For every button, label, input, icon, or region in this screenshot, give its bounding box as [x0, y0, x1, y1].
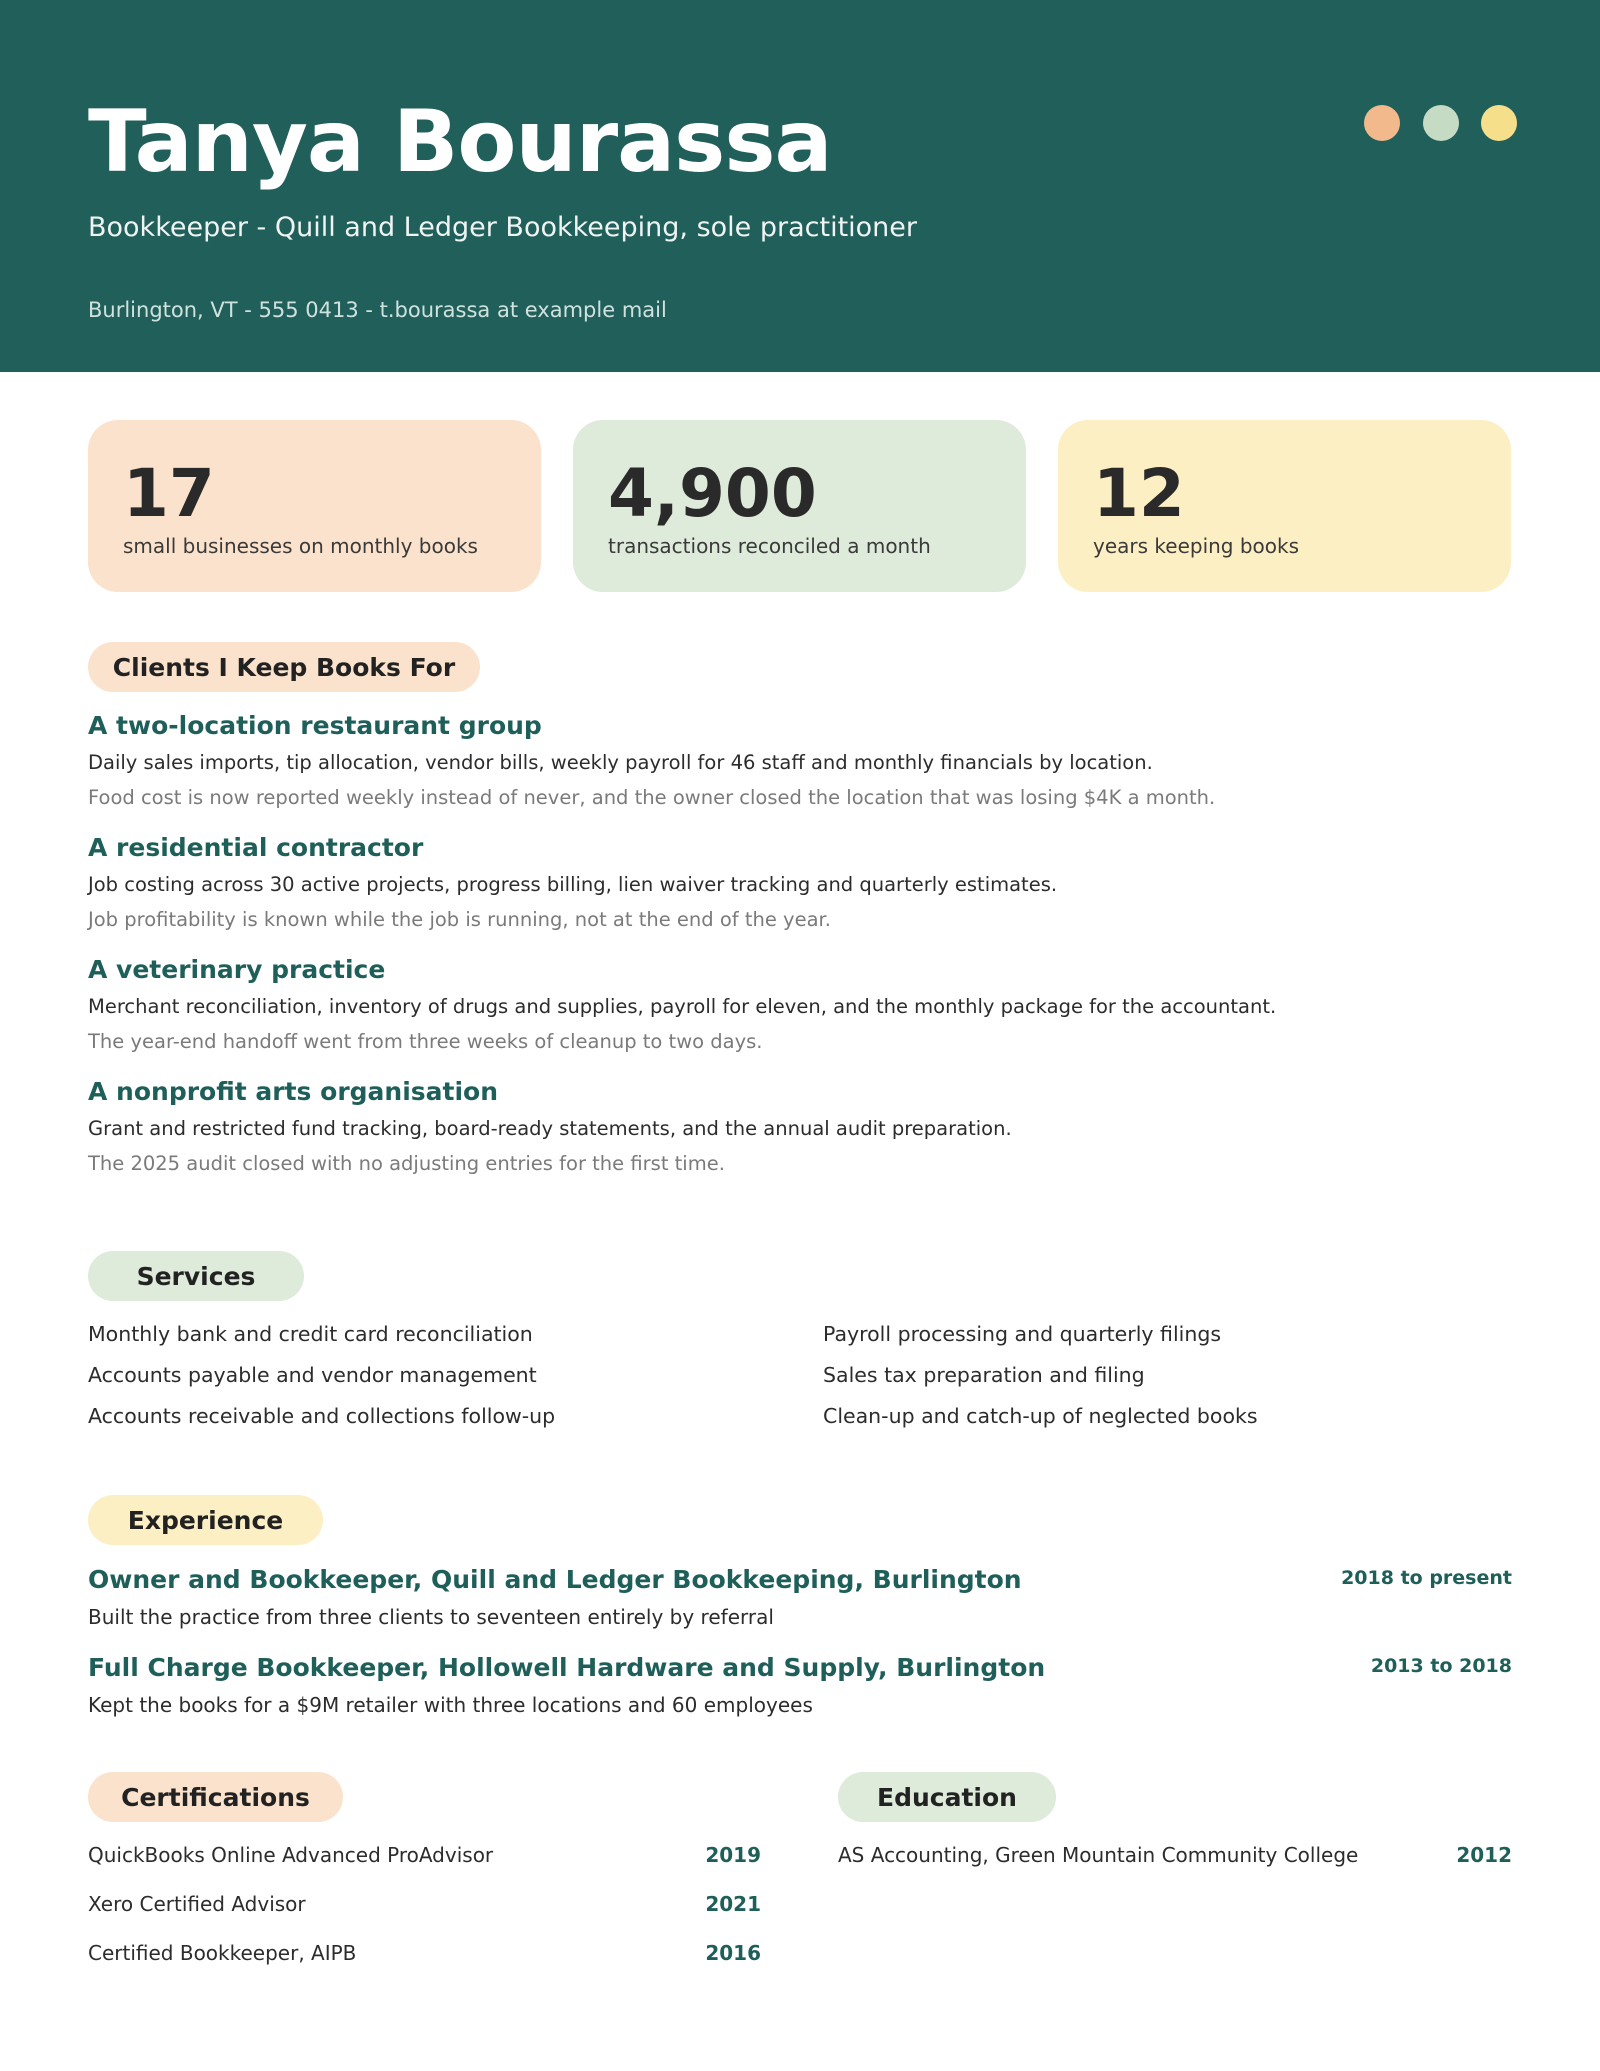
certification-name: Certified Bookkeeper, AIPB	[88, 1941, 357, 1965]
section-heading-experience: Experience	[88, 1495, 323, 1545]
service-item: Accounts receivable and collections follow-up	[88, 1404, 556, 1428]
client-result: Job profitability is known while the job is running, not at the end of the year.	[88, 908, 831, 931]
stat-label: years keeping books	[1093, 534, 1300, 558]
stat-card-transactions	[573, 420, 1026, 592]
job-dates: 2018 to present	[1341, 1567, 1512, 1589]
section-heading-certifications: Certifications	[88, 1772, 343, 1822]
job-role: Owner and Bookkeeper, Quill and Ledger Bookkeeping, Burlington	[88, 1565, 1022, 1594]
client-result: Food cost is now reported weekly instead of never, and the owner closed the location that was losing $4K a month.	[88, 786, 1216, 809]
contact-line: Burlington, VT - 555 0413 - t.bourassa at example mail	[88, 298, 667, 322]
stat-value: 12	[1093, 455, 1185, 532]
service-item: Sales tax preparation and filing	[823, 1363, 1145, 1387]
education-year: 2012	[1456, 1843, 1512, 1867]
service-item: Payroll processing and quarterly filings	[823, 1322, 1222, 1346]
certification-year: 2021	[705, 1892, 761, 1916]
service-item: Monthly bank and credit card reconciliation	[88, 1322, 533, 1346]
client-title: A veterinary practice	[88, 955, 386, 984]
section-heading-education: Education	[838, 1772, 1056, 1822]
education-degree: AS Accounting, Green Mountain Community College	[838, 1843, 1359, 1867]
decorative-dot-yellow	[1481, 105, 1517, 141]
service-item: Accounts payable and vendor management	[88, 1363, 537, 1387]
client-description: Job costing across 30 active projects, progress billing, lien waiver tracking and quarterly estimates.	[88, 873, 1058, 896]
certification-name: Xero Certified Advisor	[88, 1892, 306, 1916]
client-title: A residential contractor	[88, 833, 424, 862]
header-banner	[0, 0, 1600, 372]
client-description: Grant and restricted fund tracking, board-ready statements, and the annual audit preparation.	[88, 1117, 1012, 1140]
certification-name: QuickBooks Online Advanced ProAdvisor	[88, 1843, 494, 1867]
certification-year: 2016	[705, 1941, 761, 1965]
client-description: Merchant reconciliation, inventory of drugs and supplies, payroll for eleven, and the monthly package for the accountant.	[88, 995, 1277, 1018]
client-title: A nonprofit arts organisation	[88, 1077, 499, 1106]
decorative-dot-peach	[1364, 105, 1400, 141]
client-title: A two-location restaurant group	[88, 711, 542, 740]
job-dates: 2013 to 2018	[1370, 1655, 1512, 1677]
job-role: Full Charge Bookkeeper, Hollowell Hardware and Supply, Burlington	[88, 1653, 1046, 1682]
job-description: Kept the books for a $9M retailer with three locations and 60 employees	[88, 1693, 813, 1717]
client-result: The year-end handoff went from three weeks of cleanup to two days.	[88, 1030, 763, 1053]
stat-value: 17	[123, 455, 215, 532]
stat-value: 4,900	[608, 455, 817, 532]
service-item: Clean-up and catch-up of neglected books	[823, 1404, 1258, 1428]
client-description: Daily sales imports, tip allocation, vendor bills, weekly payroll for 46 staff and monthly financials by location.	[88, 751, 1153, 774]
certification-year: 2019	[705, 1843, 761, 1867]
section-heading-clients: Clients I Keep Books For	[88, 642, 480, 692]
stat-label: transactions reconciled a month	[608, 534, 931, 558]
person-name: Tanya Bourassa	[88, 92, 832, 192]
stat-label: small businesses on monthly books	[123, 534, 478, 558]
client-result: The 2025 audit closed with no adjusting entries for the first time.	[88, 1152, 725, 1175]
stat-card-years	[1058, 420, 1511, 592]
job-title: Bookkeeper - Quill and Ledger Bookkeeping, sole practitioner	[88, 212, 918, 243]
stat-card-clients	[88, 420, 541, 592]
decorative-dot-sage	[1423, 105, 1459, 141]
job-description: Built the practice from three clients to seventeen entirely by referral	[88, 1605, 774, 1629]
section-heading-services: Services	[88, 1251, 304, 1301]
